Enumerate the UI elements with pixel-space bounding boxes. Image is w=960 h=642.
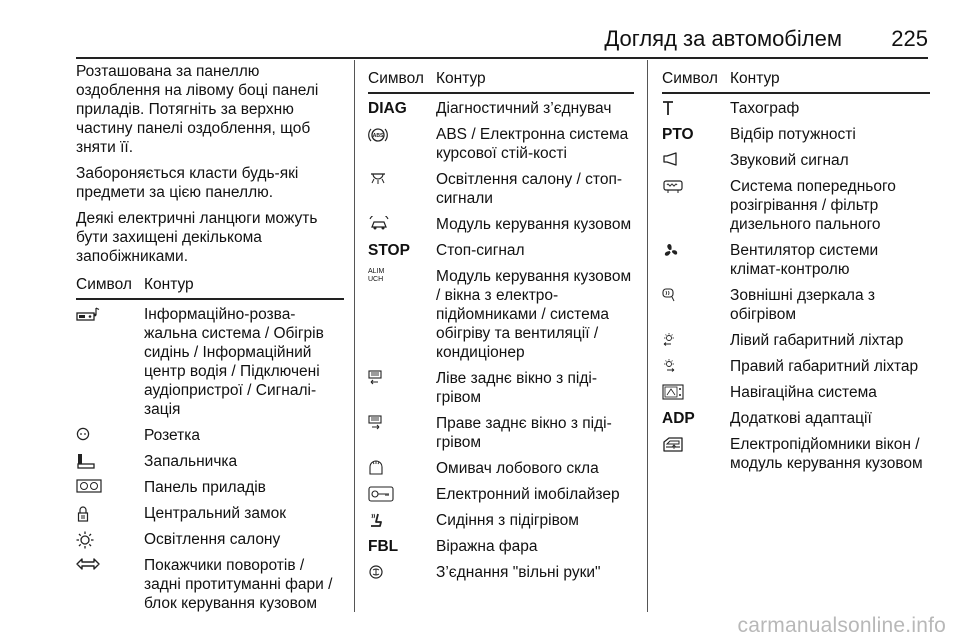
diag-symbol: DIAG (368, 100, 407, 117)
page-title: Догляд за автомобілем (604, 26, 842, 51)
intro-paragraph: Розташована за панеллю оздоблення на лівому боці панелі приладів. Потягніть за верхню частину панелі оздоблення, щоб зняти її. (76, 63, 319, 156)
column-left (76, 60, 344, 615)
circuit-label: Модуль керування кузовом / вікна з електро-підйомниками / система обігріву та вентиляції / кондиціонер (436, 268, 632, 361)
table-row (662, 430, 930, 475)
right-side-light-icon (662, 357, 730, 376)
table-row (76, 421, 344, 447)
adp-symbol: ADP (662, 410, 695, 427)
interior-light-icon (76, 530, 144, 549)
table-row (662, 352, 930, 378)
circuit-label: Освітлення салону (144, 531, 281, 548)
infotainment-icon (76, 305, 144, 419)
table-row (368, 262, 634, 364)
circuit-label: Діагностичний з’єднувач (436, 100, 612, 117)
column-divider (647, 60, 648, 612)
table-row (368, 165, 634, 210)
circuit-label: Зовнішні дзеркала з обігрівом (730, 287, 876, 323)
circuit-label: Ліве заднє вікно з піді-грівом (436, 370, 597, 406)
symbol-column-header: Символ (662, 70, 718, 87)
circuit-label: Освітлення салону / стоп-сигнали (436, 171, 623, 207)
circuit-column-header: Контур (436, 70, 486, 87)
table-row (662, 326, 930, 352)
instrument-panel-icon (76, 478, 144, 497)
cigarette-lighter-icon (76, 452, 144, 471)
intro-paragraph: Забороняється класти будь-які предмети за цією панеллю. (76, 165, 299, 201)
table-row (662, 404, 930, 430)
table-row (662, 94, 930, 120)
fuse-table-header (76, 273, 344, 300)
body-control-module-icon (368, 215, 436, 234)
page-header (76, 26, 928, 56)
table-row (662, 236, 930, 281)
table-row (368, 506, 634, 532)
power-window-icon (662, 435, 730, 473)
table-row (76, 551, 344, 615)
circuit-label: Навігаційна система (730, 384, 877, 401)
circuit-label: Відбір потужності (730, 126, 856, 143)
circuit-label: Сидіння з підігрівом (436, 512, 579, 529)
circuit-label: Покажчики поворотів / задні протитуманні фари / блок керування кузовом (144, 557, 333, 612)
column-middle (368, 60, 634, 584)
svg-text:ABS: ABS (372, 133, 384, 139)
circuit-label: Електропідйомники вікон / модуль керування кузовом (730, 436, 923, 472)
pto-symbol: PTO (662, 126, 694, 143)
horn-icon (662, 151, 730, 170)
fuse-table-header (368, 67, 634, 94)
circuit-column-header: Контур (144, 276, 194, 293)
circuit-label: Тахограф (730, 100, 800, 117)
circuit-column-header: Контур (730, 70, 780, 87)
symbol-column-header: Символ (76, 276, 132, 293)
intro-paragraph: Деякі електричні ланцюги можуть бути захищені декількома запобіжниками. (76, 210, 318, 265)
table-row (368, 94, 634, 120)
circuit-label: Праве заднє вікно з піді-грівом (436, 415, 612, 451)
column-right (662, 60, 930, 475)
table-row (76, 525, 344, 551)
circuit-label: Правий габаритний ліхтар (730, 358, 919, 375)
table-row (662, 146, 930, 172)
hands-free-icon (368, 563, 436, 582)
table-row (368, 409, 634, 454)
circuit-label: Система попереднього розігрівання / фільтр дизельного пального (730, 178, 896, 233)
table-row (76, 499, 344, 525)
turn-signal-icon (76, 556, 144, 613)
symbol-column-header: Символ (368, 70, 424, 87)
table-row (368, 236, 634, 262)
circuit-label: Звуковий сигнал (730, 152, 849, 169)
heated-mirror-icon (662, 286, 730, 324)
central-lock-icon (76, 504, 144, 523)
abs-icon (368, 125, 436, 163)
circuit-label: Запальничка (144, 453, 238, 470)
circuit-label: Модуль керування кузовом (436, 216, 632, 233)
table-row (368, 120, 634, 165)
column-divider (354, 60, 355, 612)
circuit-label: Центральний замок (144, 505, 287, 522)
tachograph-icon (662, 99, 730, 118)
circuit-label: Омивач лобового скла (436, 460, 599, 477)
navigation-icon (662, 383, 730, 402)
circuit-label: З’єднання "вільні руки" (436, 564, 601, 581)
header-rule (76, 57, 928, 59)
circuit-label: Вентилятор системи клімат-контролю (730, 242, 879, 278)
circuit-label: ABS / Електронна система курсової стій-кості (436, 126, 629, 162)
left-side-light-icon (662, 331, 730, 350)
uch-symbol: UCH (368, 276, 384, 283)
alim-symbol: ALIM (368, 268, 385, 275)
table-row (76, 473, 344, 499)
circuit-label: Віражна фара (436, 538, 538, 555)
table-row (662, 172, 930, 236)
circuit-label: Лівий габаритний ліхтар (730, 332, 904, 349)
circuit-label: Електронний імобілайзер (436, 486, 620, 503)
fbl-symbol: FBL (368, 538, 399, 555)
fuse-table-header (662, 67, 930, 94)
left-rear-window-heat-icon (368, 369, 436, 407)
right-rear-window-heat-icon (368, 414, 436, 452)
interior-stop-light-icon (368, 170, 436, 208)
circuit-label: Стоп-сигнал (436, 242, 525, 259)
table-row (368, 454, 634, 480)
windscreen-washer-icon (368, 459, 436, 478)
stop-symbol: STOP (368, 242, 410, 259)
diesel-preheat-icon (662, 177, 730, 234)
page-number: 225 (891, 26, 928, 51)
table-row (368, 364, 634, 409)
table-row (368, 210, 634, 236)
circuit-label: Інформаційно-розва-жальна система / Обігрів сидінь / Інформаційний центр водія / Підключені аудіопристрої / Сигналі-зація (144, 306, 324, 418)
table-row (368, 532, 634, 558)
table-row (662, 120, 930, 146)
heated-seat-icon (368, 511, 436, 530)
power-outlet-icon (76, 426, 144, 445)
circuit-label: Розетка (144, 427, 200, 444)
climate-fan-icon (662, 241, 730, 279)
circuit-label: Панель приладів (144, 479, 266, 496)
table-row (368, 480, 634, 506)
table-row (368, 558, 634, 584)
table-row (76, 300, 344, 421)
table-row (662, 378, 930, 404)
table-row (662, 281, 930, 326)
immobiliser-key-icon (368, 485, 436, 504)
watermark: carmanualsonline.info (737, 614, 946, 637)
table-row (76, 447, 344, 473)
circuit-label: Додаткові адаптації (730, 410, 872, 427)
